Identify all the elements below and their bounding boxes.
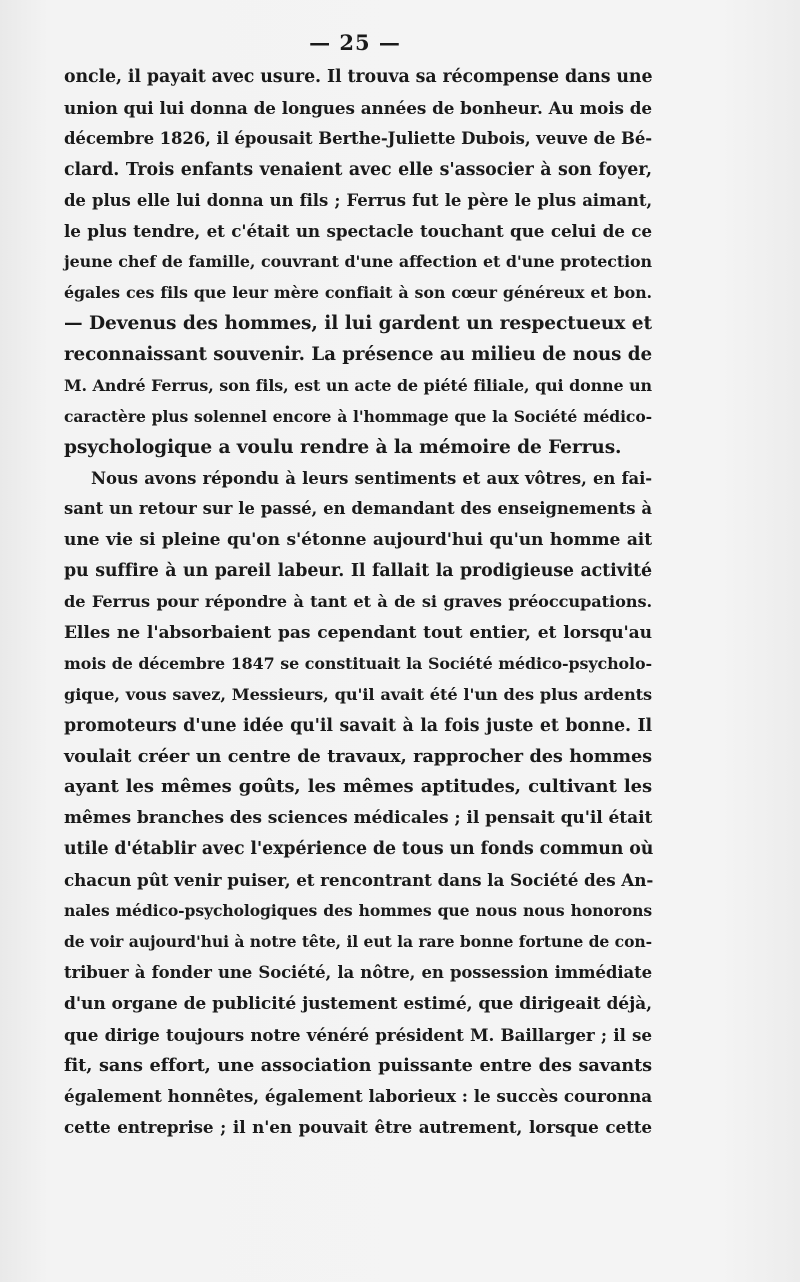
text-line: mois de décembre 1847 se constituait la Société médico-psycholo- [64,653,652,673]
text-line: — Devenus des hommes, il lui gardent un respectueux et [64,313,652,335]
text-line: chacun pût venir puiser, et rencontrant dans la Société des An- [64,870,654,891]
text-line: ayant les mêmes goûts, les mêmes aptitudes, cultivant les [64,776,652,798]
text-line: promoteurs d'une idée qu'il savait à la fois juste et bonne. Il [64,715,652,736]
text-line: M. André Ferrus, son fils, est un acte de piété filiale, qui donne un [64,375,652,395]
text-line: fit, sans effort, une association puissante entre des savants [64,1054,652,1076]
paragraph-start-line: Nous avons répondu à leurs sentiments et aux vôtres, en fai- [91,468,652,488]
text-line: pu suffire à un pareil labeur. Il fallait la prodigieuse activité [64,561,652,582]
text-line: décembre 1826, il épousait Berthe-Juliette Dubois, veuve de Bé- [64,128,652,148]
text-line: sant un retour sur le passé, en demandant des enseignements à [64,499,652,519]
text-line: cette entreprise ; il n'en pouvait être autrement, lorsque cette [64,1117,652,1138]
text-line: une vie si pleine qu'on s'étonne aujourd'hui qu'un homme ait [64,530,652,551]
text-line: nales médico-psychologiques des hommes que nous nous honorons [64,901,652,921]
text-line: de voir aujourd'hui à notre tête, il eut la rare bonne fortune de con- [64,931,652,951]
text-line: utile d'établir avec l'expérience de tous un fonds commun où [64,839,654,860]
text-line: psychologique a voulu rendre à la mémoire de Ferrus. [64,436,622,458]
text-line: de Ferrus pour répondre à tant et à de si graves préoccupations. [64,592,652,612]
text-line: également honnêtes, également laborieux : le succès couronna [64,1086,652,1107]
text-line: que dirige toujours notre vénéré président M. Baillarger ; il se [64,1024,652,1045]
text-line: égales ces fils que leur mère confiait à son cœur généreux et bon. [64,283,652,303]
text-line: de plus elle lui donna un fils ; Ferrus fut le père le plus aimant, [64,190,652,210]
text-line: gique, vous savez, Messieurs, qu'il avait été l'un des plus ardents [64,684,652,704]
text-line: jeune chef de famille, couvrant d'une affection et d'une protection [64,252,652,272]
text-line: tribuer à fonder une Société, la nôtre, en possession immédiate [64,962,652,982]
text-line: caractère plus solennel encore à l'hommage que la Société médico- [64,406,652,426]
text-line: Elles ne l'absorbaient pas cependant tout entier, et lorsqu'au [64,623,652,644]
text-line: union qui lui donna de longues années de bonheur. Au mois de [64,97,652,118]
text-line: voulait créer un centre de travaux, rapprocher des hommes [64,745,652,767]
text-line: d'un organe de publicité justement estimé, que dirigeait déjà, [64,993,652,1014]
text-line: clard. Trois enfants venaient avec elle s'associer à son foyer, [64,159,652,180]
text-line: reconnaissant souvenir. La présence au milieu de nous de [64,344,652,366]
body-text [64,62,652,1143]
page-number: — 25 — [309,30,401,55]
text-line: le plus tendre, et c'était un spectacle touchant que celui de ce [64,221,652,242]
text-line: oncle, il payait avec usure. Il trouva sa récompense dans une [64,67,653,87]
text-line: mêmes branches des sciences médicales ; il pensait qu'il était [64,808,653,829]
